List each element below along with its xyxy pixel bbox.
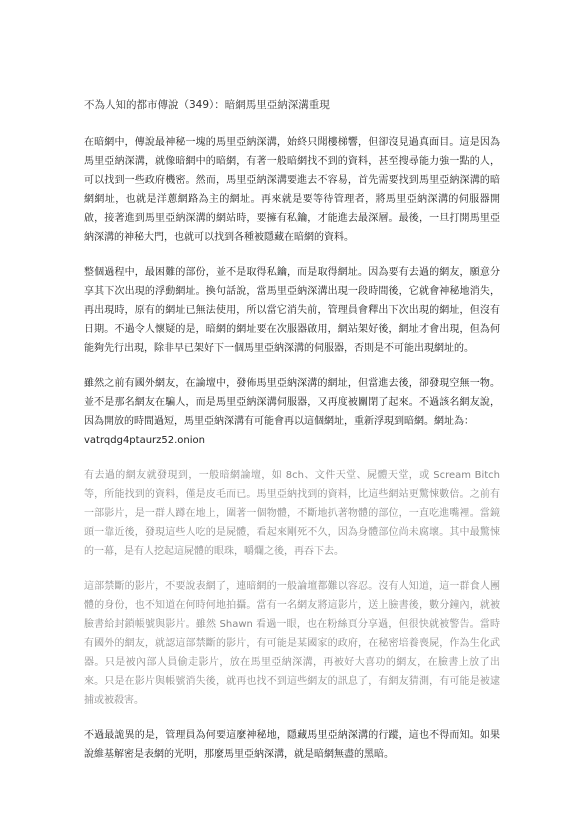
- paragraph-banned-video: 這部禁斷的影片，不要說表網了，連暗網的一般論壇都難以容忍。沒有人知道，這一群食人團體的身份，也不知道在何時何地拍攝。當有一名網友將這影片，送上臉書後，數分鐘內，就被臉書給封鎖帳號與影片。雖然 Shawn 看過一眼，也在粉絲頁分享過，但很快就被警告。當時有國外的網友，就認這部禁斷的影片，有可能是某國家的政府，在秘密培養喪屍，作為生化武器。只是被內部人員偷走影片，放在馬里亞納深溝，再被好大喜功的網友，在臉書上放了出來。只是在影片與帳號消失後，就再也找不到這些網友的訊息了，有網友猜測，有可能是被逮捕或被殺害。: [84, 581, 500, 706]
- paragraph-video-description: 有去過的網友就發現到，一般暗網論壇，如 8ch、文件天堂、屍體天堂，或 Scream Bitch 等，所能找到的資料，僅是皮毛而已。馬里亞納找到的資料，比這些網站更驚悚數倍。之前有一部影片，是一群人蹲在地上，圍著一個物體，不斷地扒著物體的部位，一直吃進嘴裡。當鏡頭一靠近後，發現這些人吃的是屍體，看起來剛死不久，因為身體部位尚未腐壞。其中最驚悚的一幕，是有人挖起這屍體的眼珠，嚼爛之後，再吞下去。: [84, 470, 500, 557]
- onion-address: vatrqdg4ptaurz52.onion: [84, 435, 205, 446]
- paragraph-url-difficulty: 整個過程中，最困難的部份，並不是取得私鑰，而是取得網址。因為要有去過的網友，願意分享其下次出現的浮動網址。換句話說，當馬里亞納深溝出現一段時間後，它就會神秘地消失，再出現時，原有的網址已無法使用，所以當它消失前，管理員會釋出下次出現的網址，但沒有日期。不過令人懷疑的是，暗網的網址要在次服器啟用，網站架好後，網址才會出現，但為何能夠先行出現，除非早已架好下一個馬里亞納深溝的伺服器，否則是不可能出現網址的。: [84, 267, 500, 354]
- paragraph-conclusion: 不過最詭異的是，管理員為何要這麼神秘地，隱藏馬里亞納深溝的行蹤，這也不得而知。如果說維基解密是表網的光明，那麼馬里亞納深溝，就是暗網無盡的黑暗。: [84, 730, 500, 760]
- article-title: 不為人知的都市傳說（349）：暗網馬里亞納深溝重現: [84, 99, 330, 111]
- article-body: [84, 97, 500, 780]
- paragraph-intro: 在暗網中，傳說最神秘一塊的馬里亞納深溝，始終只聞樓梯響，但卻沒見過真面目。這是因為馬里亞納深溝，就像暗網中的暗網，有著一般暗網找不到的資料，甚至搜尋能力強一點的人，可以找到一些政府機密。然而，馬里亞納深溝要進去不容易，首先需要找到馬里亞納深溝的暗網網址，也就是洋蔥網路為主的網址。再來就是要等待管理者，將馬里亞納深溝的伺服器開啟，接著進到馬里亞納深溝的網站時，要擁有私鑰，才能進去最深層。最後，一旦打開馬里亞納深溝的神秘大門，也就可以找到各種被隱藏在暗網的資料。: [84, 137, 500, 243]
- forum-post-text: 雖然之前有國外網友，在論壇中，發佈馬里亞納深溝的網址，但當進去後，卻發現空無一物。並不是那名網友在騙人，而是馬里亞納深溝伺服器，又再度被關閉了起來。不過該名網友說，因為開放的時間過短，馬里亞納深溝有可能會再以這個網址，重新浮現到暗網。網址為：: [84, 378, 500, 427]
- paragraph-forum-post: [84, 374, 500, 450]
